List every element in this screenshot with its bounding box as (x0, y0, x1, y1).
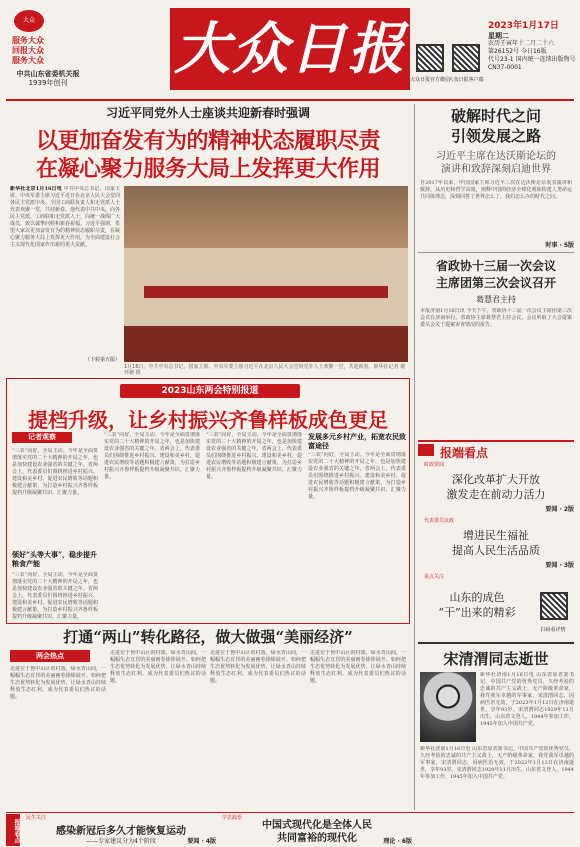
feature-tag: 2023山东两会特别报道 (120, 384, 300, 398)
org-name: 中共山东省委机关报 (16, 70, 80, 78)
item2-line2: 提高人民生活品质 (452, 544, 540, 557)
lead-body (10, 186, 120, 368)
item1-title[interactable] (418, 472, 574, 502)
feature-body-4: “三农”向好，全局主动。今年是全面贯彻落实党的二十大精神的开局之年，也是加快建设农业强省的关键之年。省两会上，代表委员们围绕推进乡村振兴、建设和美乡村、促进农民增收等话题积极建言献策，为打造乡村振兴齐鲁样板提档升级凝聚共识、汇聚力量。 (206, 432, 302, 480)
obit-body-1: 新华社济南1月16日电 山东省原省委书记、中国共产党的优秀党员、久经考验的忠诚的共产主义战士，无产阶级革命家，我党我军卓越的军事家，宋清渭同志，因病医治无效，于2023年1月12日在济南逝世，享年93岁。宋清渭同志1929年11月出生，山东省文登人，1944年参加工作，1945年加入中国共产党。 (480, 672, 574, 727)
feature-body-5: “三农”向好，全局主动。今年是全面贯彻落实党的二十大精神的开局之年，也是加快建设农业强省的关键之年。省两会上，代表委员们围绕推进乡村振兴、建设和美乡村、促进农民增收等话题积极建言献策，为打造乡村振兴齐鲁样板提档升级凝聚共识、汇聚力量。 (308, 452, 406, 500)
footer-tag: 报端看点 (6, 814, 20, 846)
feature-body-1: “三农”向好，全局主动。今年是全面贯彻落实党的二十大精神的开局之年，也是加快建设农业强省的关键之年。省两会上，代表委员们围绕推进乡村振兴、建设和美乡村、促进农民增收等话题积极建言献策，为打造乡村振兴齐鲁样板提档升级凝聚共识、汇聚力量。 (12, 448, 98, 496)
lead-body-text: 中共中央总书记、国家主席、中央军委主席习近平近日在北京人民大会堂同各民主党派中央、全国工商联负责人和无党派人士代表欢聚一堂，共迎新春。他代表中共中央，向各民主党派、工商联和无党派人士，向统一战线广大成员，致以诚挚问候和新春祝福。习近平强调，希望大家以更加奋发有为的精神状态履职尽责，在凝心聚力服务大局上发挥更大作用，为全面建设社会主义现代化国家作出新的更大贡献。 (10, 186, 120, 248)
band-title[interactable]: 打通“两山”转化路径，做大做强“美丽经济” (63, 628, 353, 646)
footer-right-title-1: 中国式现代化是全体人民 (262, 820, 372, 831)
meeting-photo-icon (124, 186, 408, 362)
obit-title[interactable]: 宋清渭同志逝世 (443, 650, 549, 668)
cppcc-body: 本报济南1月16日讯 今天下午，省政协十三届一次会议主席团第三次会议在济南举行。省政协主席葛慧君主持会议。会议听取了大会提案委员会关于提案审查情况的报告。 (420, 308, 572, 328)
cppcc-title-2: 主席团第三次会议召开 (435, 276, 556, 290)
publication-code: 代号23-1 国内统一连续出版物号CN37-0001 (488, 56, 576, 71)
divider (418, 252, 574, 253)
masthead-divider (6, 99, 574, 101)
right-top-sub-2: 演讲和致辞深刻启迪世界 (441, 164, 551, 175)
footer-right-ref[interactable]: 理论 · 6版 (383, 838, 412, 845)
slogan-1: 服务大众 (12, 36, 44, 45)
item2-ref[interactable]: 要闻 · 3版 (545, 562, 574, 569)
feature-subhead-1: 领好“头等大事”，稳步提升粮食产能 (12, 550, 98, 568)
slogan-2: 回报大众 (12, 46, 44, 55)
masthead (0, 0, 580, 100)
item1-line1: 深化改革扩大开放 (452, 473, 540, 486)
lead-continued: （下转第五版） (84, 357, 120, 363)
feature-subtag: 记者观察 (12, 432, 72, 443)
issue-info: 第26152号 今日16版 (488, 48, 547, 55)
qr-code-icon[interactable] (452, 44, 480, 72)
qr-code-icon[interactable] (416, 44, 444, 72)
item3-line1: 山东的成色 (449, 591, 505, 604)
item1-ref[interactable]: 要闻 · 2版 (545, 506, 574, 513)
item1-cat: 时政要闻 (424, 462, 445, 468)
footer-left-ref[interactable]: 要闻 · 4版 (187, 838, 216, 845)
slogans (12, 36, 44, 66)
obit-divider (418, 642, 574, 644)
footer-left-cat: 民生关注 (26, 815, 47, 821)
lunar-date: 农历壬寅年十二月二十六 (488, 40, 555, 47)
footer-right-title-2: 共同富裕的现代化 (277, 833, 357, 844)
footer-divider (6, 812, 574, 813)
lead-photo[interactable] (124, 186, 408, 362)
item3-cat: 重点关注 (424, 574, 445, 580)
feature-title[interactable]: 提档升级，让乡村振兴齐鲁样板成色更足 (28, 408, 388, 432)
qr-group-1 (416, 44, 444, 72)
org-info (8, 70, 88, 88)
bullhorn-icon (418, 444, 434, 456)
lead-photo-caption: 1月16日，中共中央总书记、国家主席、中央军委主席习近平在北京人民大会堂同党外人士欢聚一堂，共迎新春。新华社记者 谢环驰 摄 (124, 364, 406, 376)
right-top-body: 自2017年以来，中国国家主席习近平三次在达沃斯论坛发表演讲和致辞，从历史和哲学高度，阐释中国的经济全球化观和构建人类命运共同体理念，深刻回答了世界怎么了、我们怎么办的时代之问。 (420, 180, 572, 200)
issue-date: 2023年1月17日 (488, 21, 559, 31)
footer-right-cat: 学思践悟 (222, 815, 243, 821)
footer-left-title[interactable]: 感染新冠后多久才能恢复运动 (56, 826, 186, 837)
right-top-title-2: 引领发展之路 (450, 127, 541, 145)
item3-title[interactable] (424, 590, 530, 620)
item3-ref: 扫码看详情 (540, 627, 566, 633)
guide-tag: 报端看点 (440, 446, 489, 460)
portrait-photo[interactable] (420, 672, 476, 742)
lead-kicker: 习近平同党外人士座谈共迎新春时强调 (105, 106, 310, 120)
feature-body-3: “三农”向好，全局主动。今年是全面贯彻落实党的二十大精神的开局之年，也是加快建设农业强省的关键之年。省两会上，代表委员们围绕推进乡村振兴、建设和美乡村、促进农民增收等话题积极建言献策，为打造乡村振兴齐鲁样板提档升级凝聚共识、汇聚力量。 (104, 432, 200, 480)
item2-line1: 增进民生福祉 (463, 529, 529, 542)
feature-body-2: “三农”向好，全局主动。今年是全面贯彻落实党的二十大精神的开局之年，也是加快建设农业强省的关键之年。省两会上，代表委员们围绕推进乡村振兴、建设和美乡村、促进农民增收等话题积极建言献策，为打造乡村振兴齐鲁样板提档升级凝聚共识、汇聚力量。 (12, 572, 98, 620)
item3-line2: “干”出来的精彩 (438, 606, 516, 619)
guide-header (418, 440, 574, 460)
right-top-title-1: 破解时代之问 (450, 107, 541, 125)
item2-cat: 代表委员议政 (424, 518, 455, 524)
lead-title-2[interactable]: 在凝心聚力服务大局上发挥更大作用 (35, 156, 380, 182)
band-body-1: 走进位于鲁中山区的村落，绿水青山间，一幅幅生态宜居的美丽画卷徐徐展开。如何把生态优势转化为发展优势，让绿水青山持续释放生态红利，成为代表委员们热议的话题。 (10, 666, 106, 700)
newspaper-logo-icon: 大众 (14, 10, 44, 32)
footer-left-sub: ——专家建议分为4个阶段 (86, 838, 156, 845)
qr-code-icon[interactable] (540, 592, 568, 620)
column-divider (414, 104, 415, 810)
feature-subhead-2: 发展多元乡村产业，拓宽农民致富途径 (308, 432, 406, 450)
qr-group-2 (452, 44, 480, 72)
band-tag: 两会热点 (10, 650, 90, 662)
band-body-2: 走进位于鲁中山区的村落，绿水青山间，一幅幅生态宜居的美丽画卷徐徐展开。如何把生态优势转化为发展优势，让绿水青山持续释放生态红利，成为代表委员们热议的话题。 (110, 650, 206, 684)
lead-byline: 新华社北京1月16日电 (10, 186, 62, 192)
qr-label-2: 大众日报客户端 (448, 77, 484, 83)
weekday: 星期二 (488, 32, 509, 40)
right-top-sub-1: 习近平主席在达沃斯论坛的 (436, 151, 556, 162)
date-details (488, 32, 578, 72)
cppcc-title[interactable] (418, 258, 574, 292)
item2-title[interactable] (418, 528, 574, 558)
right-top-sub (418, 150, 574, 176)
cppcc-title-1: 省政协十三届一次会议 (435, 259, 556, 273)
lead-title-1[interactable]: 以更加奋发有为的精神状态履职尽责 (35, 128, 380, 154)
band-body-4: 走进位于鲁中山区的村落，绿水青山间，一幅幅生态宜居的美丽画卷徐徐展开。如何把生态优势转化为发展优势，让绿水青山持续释放生态红利，成为代表委员们热议的话题。 (310, 650, 406, 684)
qr-label-1: 大众日报官方微信 (410, 77, 451, 83)
item1-line2: 激发走在前动力活力 (446, 488, 546, 501)
founded-year: 1939年创刊 (28, 79, 68, 87)
cppcc-sub: 葛慧君主持 (476, 295, 516, 304)
right-top-title[interactable] (418, 106, 574, 146)
slogan-3: 服务大众 (12, 56, 44, 65)
band-body-3: 走进位于鲁中山区的村落，绿水青山间，一幅幅生态宜居的美丽画卷徐徐展开。如何把生态优势转化为发展优势，让绿水青山持续释放生态红利，成为代表委员们热议的话题。 (210, 650, 306, 684)
right-top-ref[interactable]: 时事 · 5版 (545, 242, 574, 249)
obit-body-2: 新华社济南1月16日电 山东省原省委书记、中国共产党的优秀党员、久经考验的忠诚的共产主义战士，无产阶级革命家，我党我军卓越的军事家，宋清渭同志，因病医治无效，于2023年1月12日在济南逝世，享年93岁。宋清渭同志1929年11月出生，山东省文登人，1944年参加工作，1945年加入中国共产党。 (420, 746, 574, 780)
newspaper-title[interactable]: 大众日报 (174, 16, 406, 82)
